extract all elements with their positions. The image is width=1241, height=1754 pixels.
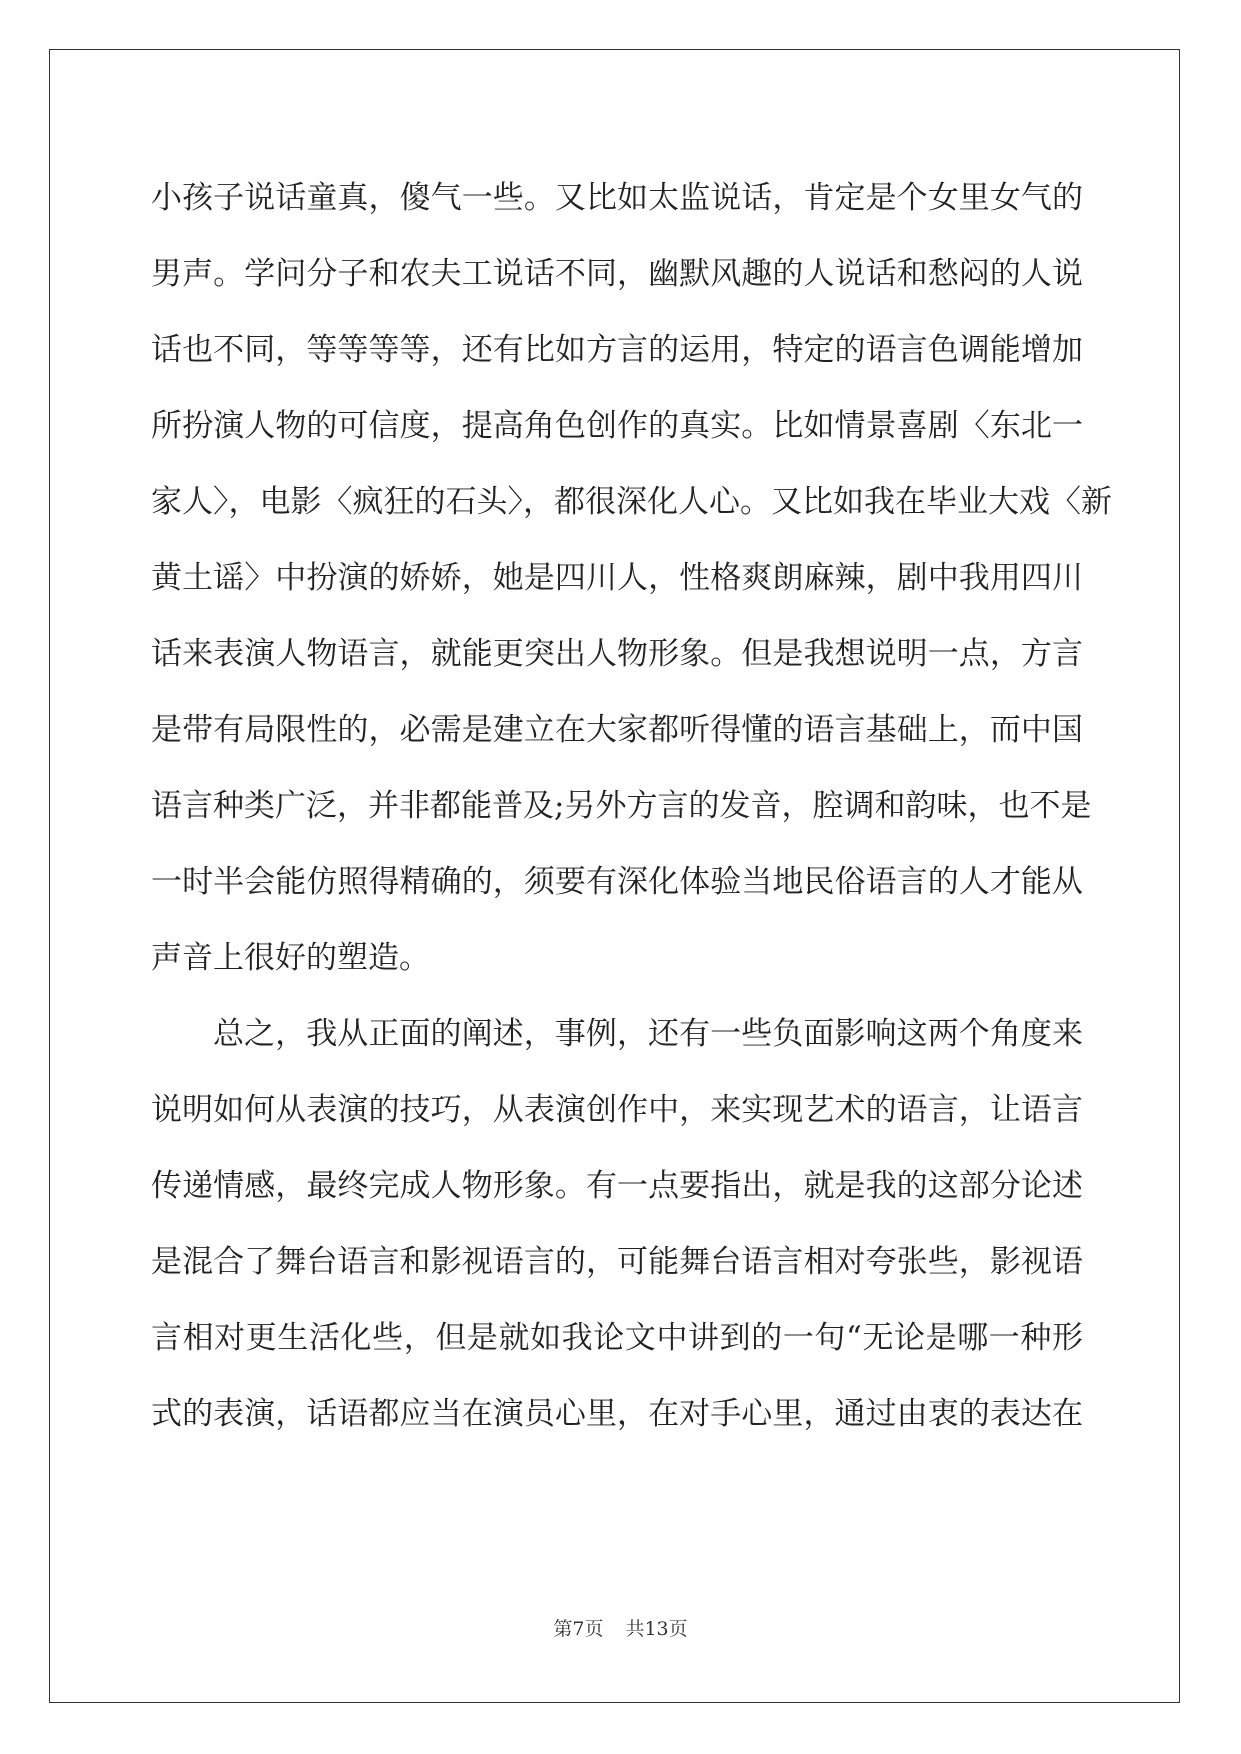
text-line: 一时半会能仿照得精确的，须要有深化体验当地民俗语言的人才能从 bbox=[151, 864, 1083, 900]
document-body bbox=[151, 160, 1112, 1452]
text-line: 声音上很好的塑造。 bbox=[151, 940, 430, 976]
text-line: 所扮演人物的可信度，提高角色创作的真实。比如情景喜剧〈东北一 bbox=[151, 408, 1083, 444]
text-line: 是带有局限性的，必需是建立在大家都听得懂的语言基础上，而中国 bbox=[151, 712, 1083, 748]
text-line: 话来表演人物语言，就能更突出人物形象。但是我想说明一点，方言 bbox=[151, 636, 1083, 672]
page-number: 第7页 bbox=[553, 1618, 604, 1640]
text-line: 话也不同，等等等等，还有比如方言的运用，特定的语言色调能增加 bbox=[151, 332, 1083, 368]
text-line: 小孩子说话童真，傻气一些。又比如太监说话，肯定是个女里女气的 bbox=[151, 180, 1083, 216]
text-line: 式的表演，话语都应当在演员心里，在对手心里，通过由衷的表达在 bbox=[151, 1396, 1083, 1432]
text-line: 语言种类广泛，并非都能普及;另外方言的发音，腔调和韵味，也不是 bbox=[151, 788, 1092, 824]
text-line: 家人〉，电影〈疯狂的石头〉，都很深化人心。又比如我在毕业大戏〈新 bbox=[151, 484, 1112, 520]
text-line: 是混合了舞台语言和影视语言的，可能舞台语言相对夸张些，影视语 bbox=[151, 1244, 1083, 1280]
page-footer bbox=[0, 1614, 1241, 1641]
page-total: 共13页 bbox=[625, 1618, 688, 1640]
text-line: 黄土谣〉中扮演的娇娇，她是四川人，性格爽朗麻辣，剧中我用四川 bbox=[151, 560, 1083, 596]
text-line: 总之，我从正面的阐述，事例，还有一些负面影响这两个角度来 bbox=[213, 1016, 1083, 1052]
text-line: 男声。学问分子和农夫工说话不同，幽默风趣的人说话和愁闷的人说 bbox=[151, 256, 1083, 292]
text-line: 说明如何从表演的技巧，从表演创作中，来实现艺术的语言，让语言 bbox=[151, 1092, 1083, 1128]
text-line: 言相对更生活化些，但是就如我论文中讲到的一句“无论是哪一种形 bbox=[151, 1320, 1083, 1356]
text-line: 传递情感，最终完成人物形象。有一点要指出，就是我的这部分论述 bbox=[151, 1168, 1083, 1204]
